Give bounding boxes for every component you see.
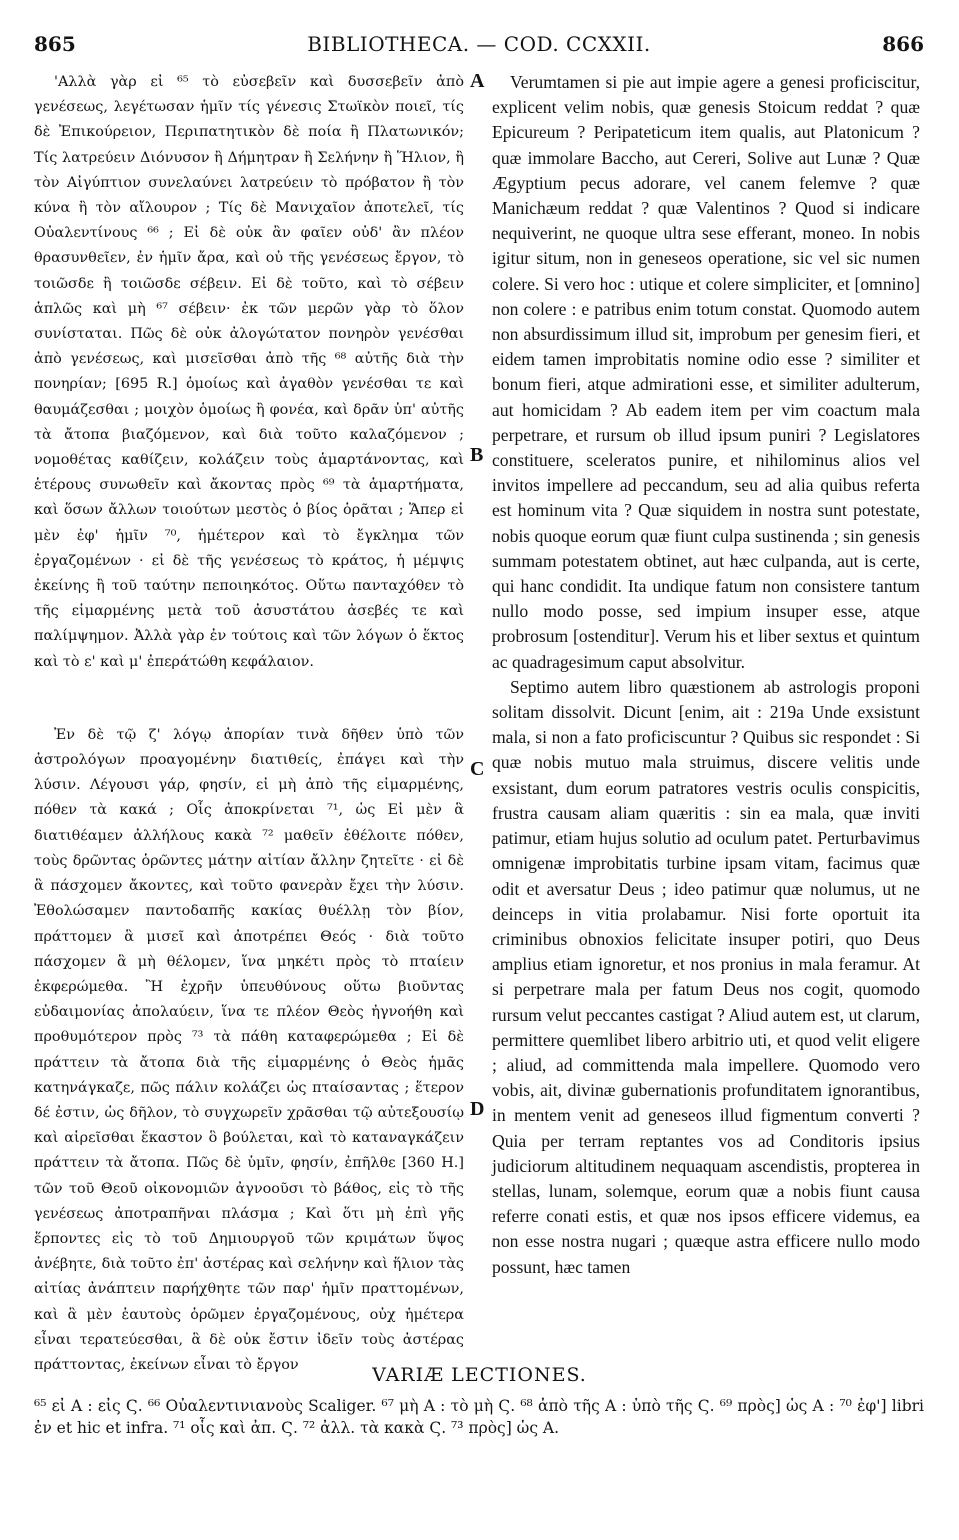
page-number-left: 865	[34, 32, 76, 56]
page-header	[34, 32, 924, 60]
variae-lectiones-heading: VARIÆ LECTIONES.	[372, 1364, 587, 1386]
latin-paragraph-1: Verumtamen si pie aut impie agere a genesi proficiscitur, explicent velim nobis, quæ genesis Stoicum reddat ? quæ Epicureum ? Peripateticum item qualis, aut Platonicum ? quæ immolare Baccho, aut Cereri, Solive aut Lunæ ? Quæ Ægyptium pecus adorare, vel canem felemve ? quæ Manichæum reddat ? quæ Valentinos ? Quod si indicare nequiverint, ne quoque ultra sese efferant, moneo. In nobis igitur situm, non in geneseos operatione, sic vel sic numen colere. Si vero hoc : utique et colere simpliciter, et [omnino] non colere : e patribus enim totum constat. Quomodo autem non absurdissimum illud sit, improbum per genesim fieri, et eidem tamen improbitatis nomine odio esse ? similiter et bonum fieri, atque admirationi esse, et similiter adulterum, aut homicidam ? Ab eadem item per vim coactum mala perpetrare, et rursum ob illud ipsum puniri ? Legislatores constituere, sceleratos punire, et nihilominus alios vel invitos impellere ad peccandum, seu ad alia quibus referta est hominum vita ? Quæ siquidem in nostra sunt potestate, nobis quoque eorum quæ fiunt culpa sustinenda ; sin genesis summam potestatem obtinet, aut hæc culpanda, aut is certe, qui hanc condidit. Ita undique fatum non consistere tantum nullo modo posse, sed impium insuper esse, atque probrosum [ostenditur]. Verum his et liber sextus et quintum ac quadragesimum caput absolvitur.	[492, 72, 920, 672]
greek-paragraph-1: 'Αλλὰ γὰρ εἰ ⁶⁵ τὸ εὐσεβεῖν καὶ δυσσεβεῖν ἀπὸ γενέσεως, λεγέτωσαν ἡμῖν τίς γένεσις Στωϊκὸν ποιεῖ, τίς δὲ Ἐπικούρειον, Περιπατητικὸν δὲ ποία ἢ Πλατωνικόν; Τίς λατρεύειν Διόνυσον ἢ Δήμητραν ἢ Σελήνην ἢ Ἥλιον, ἢ τὸν Αἰγύπτιον συνελαύνει λατρεύειν τὸ πρόβατον ἢ τὸν κύνα ἢ τὸν αἴλουρον ; Τίς δὲ Μανιχαῖον ἀποτελεῖ, τίς Οὐαλεντίνους ⁶⁶ ; Εἰ δὲ οὐκ ἂν φαῖεν οὐδ' ἂν πλέον θρασυνθεῖεν, ἐν ἡμῖν ἄρα, καὶ οὐ τῆς γενέσεως ἔργον, τὸ τοιῶσδε ἢ τοιῶσδε σέβειν. Εἰ δὲ τοῦτο, καὶ τὸ σέβειν ἁπλῶς καὶ μὴ ⁶⁷ σέβειν· ἐκ τῶν μερῶν γὰρ τὸ ὅλον συνίσταται. Πῶς δὲ οὐκ ἀλογώτατον πονηρὸν γενέσθαι ἀπὸ γενέσεως, καὶ μισεῖσθαι ἀπὸ τῆς ⁶⁸ αὐτῆς διὰ τὴν πονηρίαν; [695 R.] ὁμοίως καὶ ἀγαθὸν γενέσθαι τε καὶ θαυμάζεσθαι ; μοιχὸν ὁμοίως ἢ φονέα, καὶ δρᾶν ὑπ' αὐτῆς τὰ ἄτοπα βιαζόμενον, καὶ διὰ τοῦτο καλαζόμενον ; νομοθέτας καθίζειν, κολάζειν τοὺς ἁμαρτάνοντας, καὶ ἑτέρους συνωθεῖν καὶ ἄκοντας πρὸς ⁶⁹ τὰ ἁμαρτήματα, καὶ ὅσων ἄλλων τοιούτων μεστὸς ὁ βίος ὁρᾶται ; Ἅπερ εἰ μὲν ἐφ' ἡμῖν ⁷⁰, ἡμέτερον καὶ τὸ ἔγκλημα τῶν ἐργαζομένων · εἰ δὲ τῆς γενέσεως τὸ κράτος, ἡ μέμψις ἐκείνης ἢ τοῦ ταύτην πεποιηκότος. Οὕτω πανταχόθεν τὸ τῆς εἱμαρμένης μετὰ τοῦ ἀσυστάτου ἀσεβές τε καὶ παλίμψημον. Ἀλλὰ γὰρ ἐν τούτοις καὶ τῶν λόγων ὁ ἕκτος καὶ τὸ ε' καὶ μ' ἐπεράτώθη κεφάλαιον.	[34, 74, 464, 670]
margin-letter-d: D	[470, 1098, 485, 1120]
margin-letter-b: B	[470, 444, 484, 466]
variae-lectiones-notes: ⁶⁵ εἰ A : εἰς Ϛ. ⁶⁶ Οὐαλεντινιανοὺς Scaliger. ⁶⁷ μὴ A : τὸ μὴ Ϛ. ⁶⁸ ἀπὸ τῆς A : ὑπὸ τῆς Ϛ. ⁶⁹ πρὸς] ὡς A : ⁷⁰ ἐφ'] libri ἐν et hic et infra. ⁷¹ οἷς καὶ ἀπ. Ϛ. ⁷² ἀλλ. τὰ κακὰ Ϛ. ⁷³ πρὸς] ὡς A.	[34, 1397, 924, 1437]
greek-paragraph-2: Ἐν δὲ τῷ ζ' λόγῳ ἀπορίαν τινὰ δῆθεν ὑπὸ τῶν ἀστρολόγων προαγομένην διατιθείς, ἐπάγει καὶ τὴν λύσιν. Λέγουσι γάρ, φησίν, εἰ μὴ ἀπὸ τῆς εἱμαρμένης, πόθεν τὰ κακά ; Οἷς ἀποκρίνεται ⁷¹, ὡς Εἰ μὲν ἃ διατιθέαμεν ἀλλήλους κακὰ ⁷² μαθεῖν ἐθέλοιτε πόθεν, τοὺς δρῶντας ὁρῶντες μάτην αἰτίαν ἄλλην ζητεῖτε · εἰ δὲ ἃ πάσχομεν ἄκοντες, καὶ τοῦτο φανερὰν ἔχει τὴν λύσιν. Ἐθολώσαμεν παντοδαπῆς κακίας θυέλλῃ τὸν βίον, πράττομεν ἃ μισεῖ καὶ ἀποτρέπει Θεός · διὰ τοῦτο πάσχομεν ἃ μὴ θέλομεν, ἵνα μηκέτι πρὸς τὸ πταίειν ἐκφερώμεθα. Ἢ ἐχρῆν ὑπευθύνους οὕτω βιοῦντας εὐδαιμονίας ἀπολαύειν, ἵνα τε πλέον Θεὸς ἠγνοήθη καὶ προθυμότερον πρὸς ⁷³ τὰ πάθη καταφερώμεθα ; Εἰ δὲ πράττειν τὰ ἄτοπα διὰ τῆς εἱμαρμένης ὁ Θεὸς ἡμᾶς κατηνάγκαζε, πῶς πάλιν κολάζει ὡς πταίσαντας ; ἕτερον δέ ἐστιν, ὡς δῆλον, τὸ συγχωρεῖν χρᾶσθαι τῷ αὐτεξουσίῳ καὶ αἱρεῖσθαι ἕκαστον ὃ βούλεται, καὶ τὸ καταναγκάζειν πράττειν τὰ ἄτοπα. Πῶς δὲ ὑμῖν, φησίν, ἐπῆλθε [360 Η.] τῶν τοῦ Θεοῦ οἰκονομιῶν ἀγνοοῦσι τὸ βάθος, εἰς τὸ τῆς γενέσεως ἀποτραπῆναι πλάσμα ; Καὶ ὅτι μὴ ἐπὶ γῆς ἕρποντες εἰς τὸ τοῦ Δημιουργοῦ τῶν κριμάτων ὕψος ἀνέβητε, διὰ τοῦτο ἐπ' ἀστέρας καὶ σελήνην καὶ ἥλιον τὰς αἰτίας ἀνάπτειν παρήχθητε τῶν παρ' ἡμῖν πραττομένων, καὶ ἃ μὲν ἑαυτοὺς ὁρῶμεν ἐργαζομένους, οὐχ ἡμέτερα εἶναι τερατεύεσθαι, ἃ δὲ οὐκ ἔστιν ἰδεῖν τοὺς ἀστέρας πράττοντας, ἐκείνων εἶναι τὸ ἔργον	[34, 726, 464, 1373]
latin-paragraph-2: Septimo autem libro quæstionem ab astrologis proponi solitam dissolvit. Dicunt [enim, ait : 219a Unde exsistunt mala, si non a fato proficiscuntur ? Quibus sic respondet : Si quæ nobis mutuo mala struimus, discere velitis unde exsistant, dum eorum patratores vestris oculis conspicitis, frustra causam aliam quæritis : sin ea mala, quæ inviti patimur, etiam hujus solutio ad oculum patet. Perturbavimus omnigenæ improbitatis turbine ipsam vitam, facimus quæ odit et aversatur Deus ; ideo patimur quæ nolumus, ut ne deinceps in vitia prolabamur. Nisi forte oportuit ita criminibus obnoxios felicitate insuper potiri, quo Deus amplius etiam ignoretur, et nos pronius in mala feramur. At si perpetrare mala per fatum Deus nos cogit, quomodo rursum velut peccantes castigat ? Aliud autem est, ut clarum, permittere quemlibet libero arbitrio uti, et quod velit eligere ; aliud, ad committenda mala impellere. Quomodo vero vobis, ait, divinæ gubernationis profunditatem ignorantibus, in mentem venit ad geneseos illud figmentum converti ? Quia per terram reptantes vos ad Conditoris ipsius judiciorum altitudinem nequaquam ascendistis, propterea in stellas, lunam, solemque, eorum quæ a nobis fiunt causa referre conati estis, et quæ nos ipsos efficere videmus, ea non esse nostra nugari ; quæque astra efficere nullo modo possunt, hæc tamen	[492, 676, 920, 1277]
margin-letter-a: A	[470, 70, 485, 92]
running-title: BIBLIOTHECA. — COD. CCXXII.	[307, 32, 651, 56]
margin-letter-c: C	[470, 758, 485, 780]
latin-column	[492, 70, 920, 1280]
page-number-right: 866	[882, 32, 924, 56]
greek-column	[34, 70, 464, 1378]
